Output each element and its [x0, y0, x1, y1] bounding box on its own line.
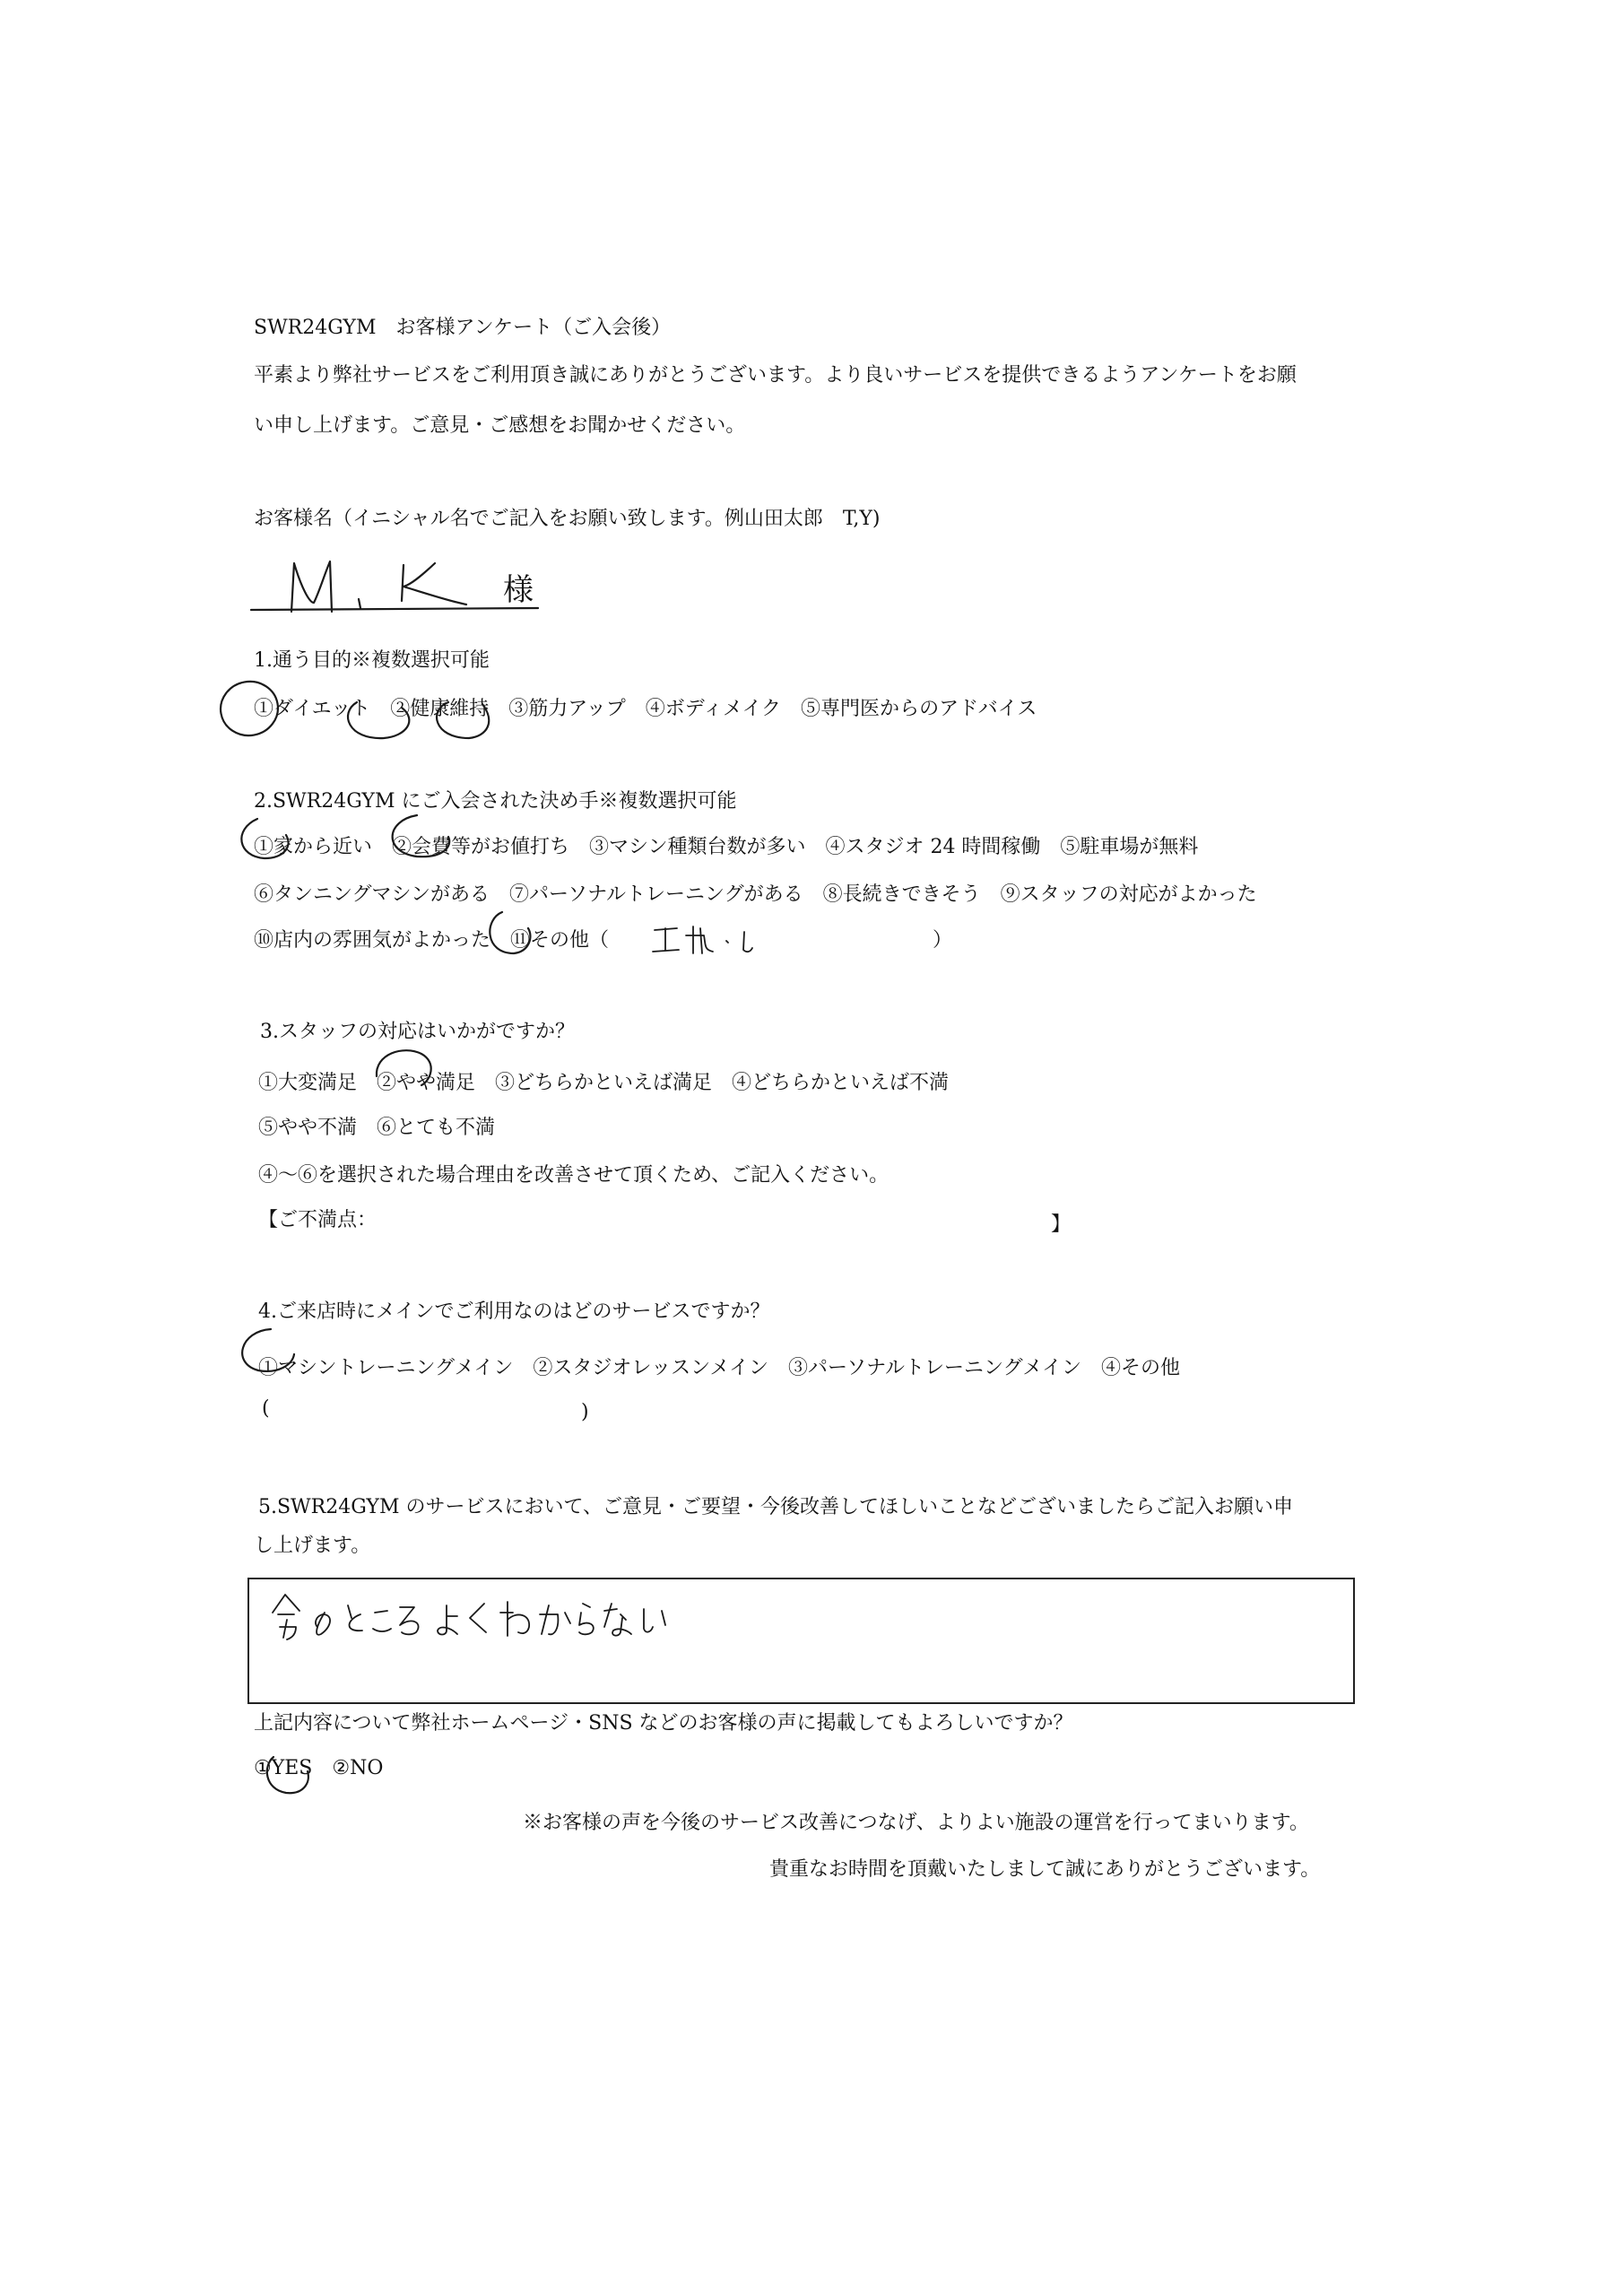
q2-other-handwritten — [650, 919, 776, 968]
publish-options: ①YES ②NO — [254, 1757, 384, 1779]
q2-line-3-close: ） — [933, 929, 953, 952]
footer-line-2: 貴重なお時間を頂戴いたしまして誠にありがとうございます。 — [769, 1858, 1321, 1881]
publish-question: 上記内容について弊社ホームページ・SNS などのお客様の声に掲載してもよろしいですか？ — [254, 1712, 1073, 1735]
q1-options: ①ダイエット ②健康維持 ③筋力アップ ④ボディメイク ⑤専門医からのアドバイス — [254, 698, 1037, 720]
q4-line-1: ①マシントレーニングメイン ②スタジオレッスンメイン ③パーソナルトレーニングメイン ④その他 — [258, 1357, 1180, 1379]
handwritten-customer-name — [242, 547, 547, 622]
q5-handwritten-answer — [269, 1587, 681, 1654]
q2-circle-marks — [229, 803, 569, 977]
q1-heading: 1.通う目的※複数選択可能 — [254, 649, 490, 672]
q2-line-2: ⑥タンニングマシンがある ⑦パーソナルトレーニングがある ⑧長続きできそう ⑨スタッフの対応がよかった — [254, 883, 1257, 906]
q3-complaint-close: 】 — [1051, 1213, 1072, 1236]
q3-heading: 3.スタッフの対応はいかがですか？ — [260, 1021, 575, 1043]
q2-line-1: ①家から近い ②会費等がお値打ち ③マシン種類台数が多い ④スタジオ 24 時間稼働 ⑤駐車場が無料 — [254, 836, 1199, 858]
q3-line-2: ⑤やや不満 ⑥とても不満 — [258, 1117, 496, 1139]
survey-title: SWR24GYM お客様アンケート（ご入会後） — [254, 317, 672, 339]
q3-note: ④～⑥を選択された場合理由を改善させて頂くため、ご記入ください。 — [258, 1164, 890, 1187]
q5-heading-line-2: し上げます。 — [254, 1535, 371, 1557]
q3-complaint-label: 【ご不満点： — [258, 1209, 378, 1231]
customer-name-label: お客様名（イニシャル名でご記入をお願い致します。例山田太郎 T,Y) — [254, 508, 881, 530]
q3-circle-mark — [359, 1040, 448, 1107]
q3-line-1: ①大変満足 ②やや満足 ③どちらかといえば満足 ④どちらかといえば不満 — [258, 1072, 950, 1094]
publish-circle-mark — [256, 1744, 327, 1811]
intro-line-1: 平素より弊社サービスをご利用頂き誠にありがとうございます。より良いサービスを提供できるようアンケートをお願 — [254, 364, 1297, 387]
q4-paren-open: ( — [262, 1397, 270, 1420]
q2-line-3: ⑩店内の雰囲気がよかった ⑪その他（ — [254, 929, 610, 952]
customer-name-suffix: 様 — [503, 572, 534, 608]
q2-heading: 2.SWR24GYM にご入会された決め手※複数選択可能 — [254, 790, 737, 813]
q4-paren-close: ) — [581, 1401, 589, 1423]
q1-circle-marks — [213, 668, 608, 752]
q5-heading-line-1: 5.SWR24GYM のサービスにおいて、ご意見・ご要望・今後改善してほしいことなどございましたらご記入お願い申 — [258, 1496, 1294, 1518]
footer-line-1: ※お客様の声を今後のサービス改善につなげ、よりよい施設の運営を行ってまいります。 — [523, 1812, 1309, 1834]
q4-heading: 4.ご来店時にメインでご利用なのはどのサービスですか？ — [258, 1300, 770, 1323]
intro-line-2: い申し上げます。ご意見・ご感想をお聞かせください。 — [254, 414, 746, 437]
q4-circle-mark — [224, 1318, 314, 1394]
